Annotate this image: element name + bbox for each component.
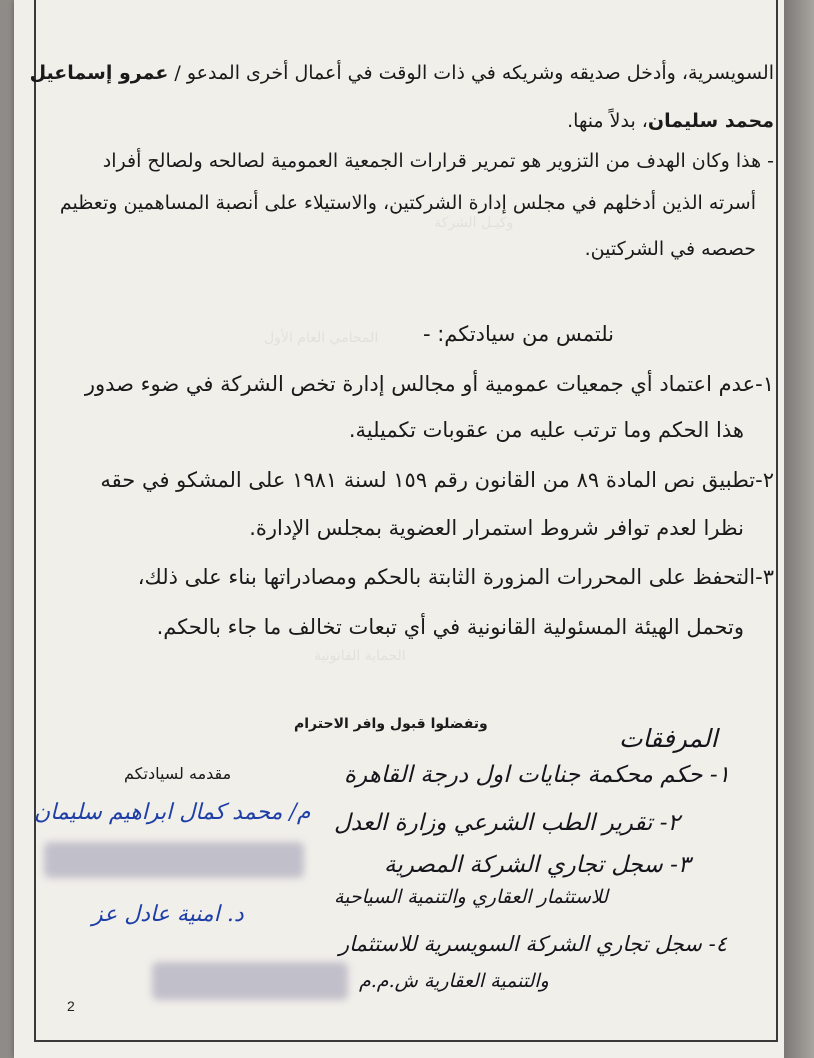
request-2-line-2: نظرا لعدم توافر شروط استمرار العضوية بمجلس الإدارة. (249, 516, 744, 540)
bullet-text: هذا وكان الهدف من التزوير هو تمرير قرارات الجمعية العمومية لصالحه ولصالح أفراد (102, 150, 762, 172)
closing-salutation: وتفضلوا قبول وافر الاحترام (294, 716, 488, 732)
bullet-line-3: حصصه في الشركتين. (584, 238, 756, 260)
background-edge (784, 0, 814, 1058)
body-line-1 (29, 62, 774, 84)
signer-2-name: د. امنية عادل عز (92, 902, 244, 927)
body-text: ، بدلاً منها. (567, 110, 648, 132)
attachments-title: المرفقات (619, 724, 718, 753)
body-text: السويسرية، وأدخل صديقه وشريكه في ذات الوقت في أعمال أخرى المدعو / (174, 62, 774, 84)
defendant-name-part1: عمرو إسماعيل (29, 62, 169, 84)
attachment-2: ٢- تقرير الطب الشرعي وزارة العدل (334, 810, 680, 836)
request-1-line-2: هذا الحكم وما ترتب عليه من عقوبات تكميلية. (348, 418, 744, 442)
attachment-4: ٤- سجل تجاري الشركة السويسرية للاستثمار (339, 932, 727, 956)
page-number: 2 (67, 998, 75, 1014)
attachment-1: ١- حكم محكمة جنايات اول درجة القاهرة (344, 762, 730, 788)
request-1-line-1: ١-عدم اعتماد أي جمعيات عمومية أو مجالس إدارة تخص الشركة في ضوء صدور (84, 372, 774, 396)
request-3-line-2: وتحمل الهيئة المسئولية القانونية في أي تبعات تخالف ما جاء بالحكم. (156, 615, 744, 639)
bullet-line-2: أسرته الذين أدخلهم في مجلس إدارة الشركتين، والاستيلاء على أنصبة المساهمين وتعظيم (59, 192, 756, 214)
body-line-2 (567, 110, 774, 132)
attachment-3-cont: للاستثمار العقاري والتنمية السياحية (334, 886, 609, 908)
attachment-4-cont: والتنمية العقارية ش.م.م (359, 970, 549, 992)
request-3-line-1: ٣-التحفظ على المحررات المزورة الثابتة بالحكم ومصادراتها بناء على ذلك، (137, 565, 774, 589)
request-2-line-1: ٢-تطبيق نص المادة ٨٩ من القانون رقم ١٥٩ لسنة ١٩٨١ على المشكو في حقه (100, 468, 774, 492)
bullet-marker: - (767, 150, 774, 172)
requests-heading: نلتمس من سيادتكم: - (422, 322, 614, 346)
signer-1-name: م/ محمد كمال ابراهيم سليمان (34, 800, 311, 825)
attachment-3: ٣- سجل تجاري الشركة المصرية (384, 852, 691, 878)
bullet-line-1 (103, 150, 774, 172)
redacted-signature-1 (44, 842, 304, 878)
defendant-name-part2: محمد سليمان (647, 110, 774, 132)
document-page: وكيـل الشركة المحامي العام الأول الحماية القانونية السويسرية، وأدخل صديقه وشريكه في ذات الوقت في أعمال أخرى المدعو / عمرو إسماعيل محمد سليمان، بدلاً منها. - هذا وكان الهدف من التزوير هو تمرير قرارات الجمعية العمومية لصالحه ولصالح أفراد أسرته الذين أدخلهم في مجلس إدارة الشركتين، والاستيلاء على أنصبة المساهمين وتعظيم حصصه في الشركتين. نلتمس من سيادتكم: - ١-عدم اعتماد أي جمعيات عمومية أو مجالس إدارة تخص الشركة في ضوء صدور هذا الحكم وما ترتب عليه من عقوبات تكميلية. ٢-تطبيق نص المادة ٨٩ من القانون رقم ١٥٩ لسنة ١٩٨١ على المشكو في حقه نظرا لعدم توافر شروط استمرار العضوية بمجلس الإدارة. ٣-التحفظ على المحررات المزورة الثابتة بالحكم ومصادراتها بناء على ذلك، وتحمل الهيئة المسئولية القانونية في أي تبعات تخالف ما جاء بالحكم. وتفضلوا قبول وافر الاحترام مقدمه لسيادتكم المرفقات ١- حكم محكمة جنايات اول درجة القاهرة ٢- تقرير الطب الشرعي وزارة العدل ٣- سجل تجاري الشركة المصرية للاستثمار العقاري والتنمية السياحية ٤- سجل تجاري الشركة السويسرية للاستثمار والتنمية العقارية ش.م.م م/ محمد كمال ابراهيم سليمان د. امنية عادل عز 2 (14, 0, 784, 1058)
submitted-by-label: مقدمه لسيادتكم (124, 764, 232, 783)
redacted-signature-2 (152, 962, 348, 1000)
